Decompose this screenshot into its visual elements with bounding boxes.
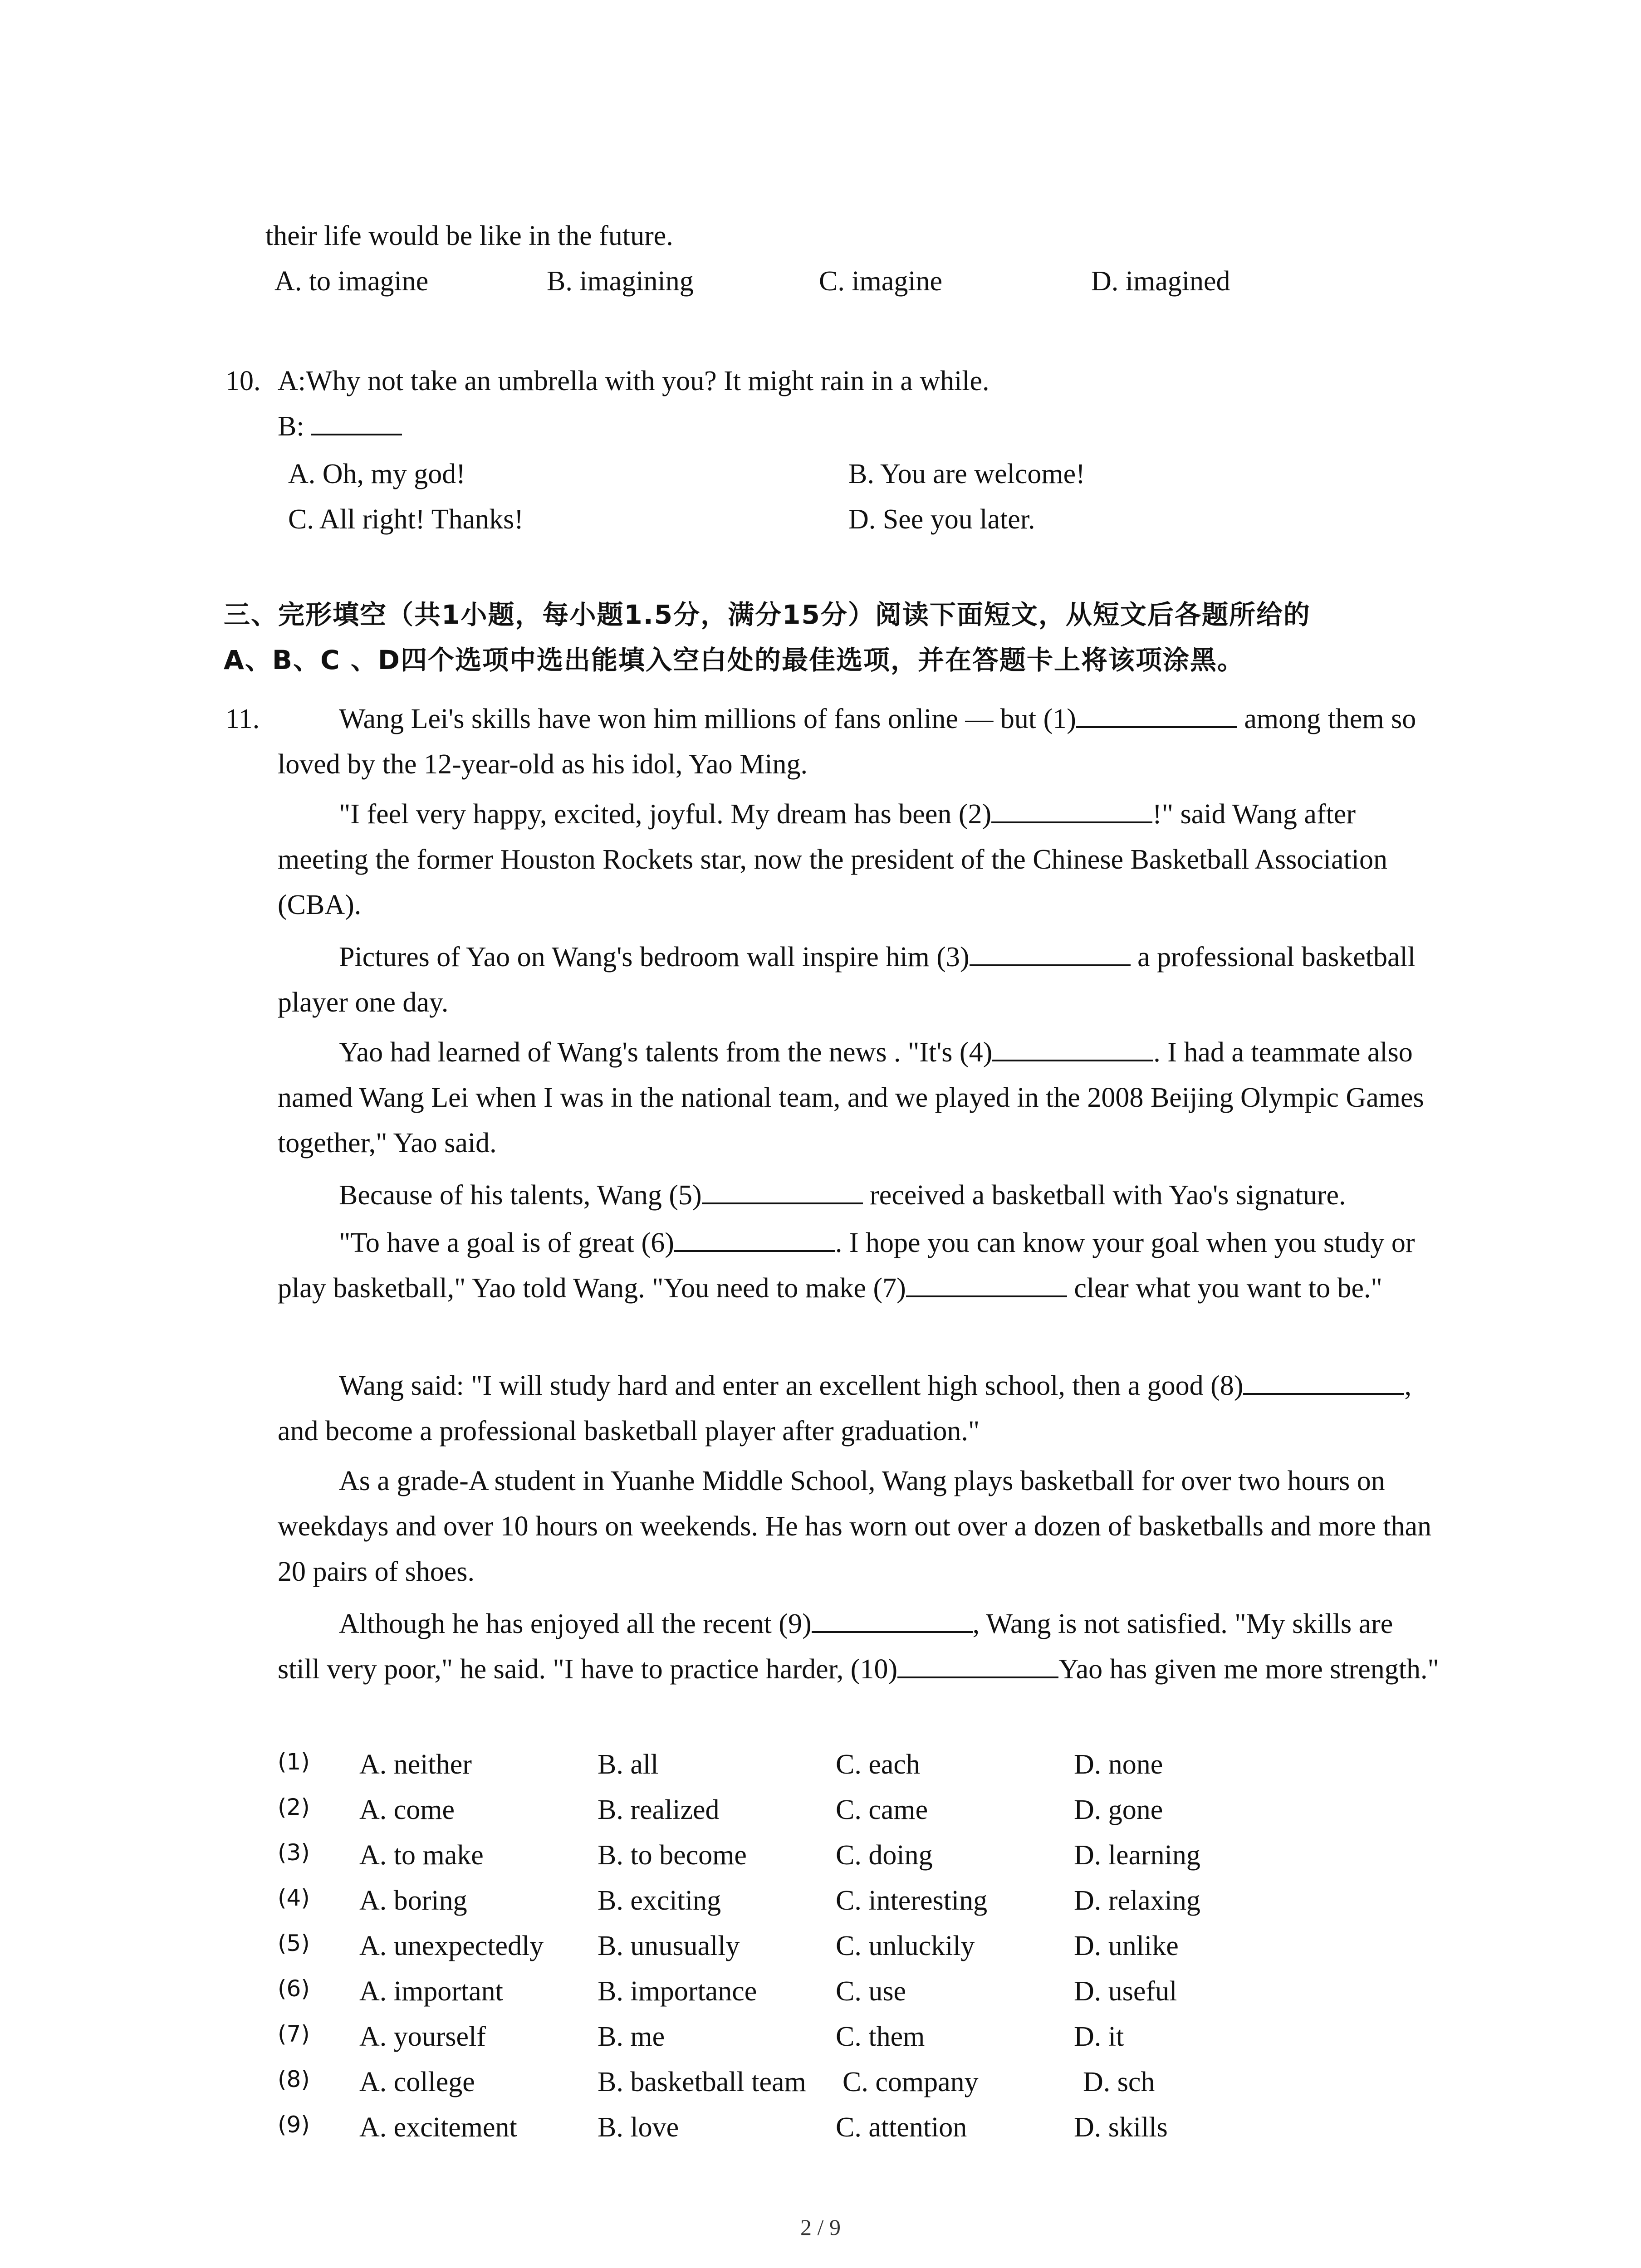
q10-speaker-b: B: xyxy=(278,411,304,442)
choice-d: D. sch xyxy=(1083,2067,1155,2097)
blank-4 xyxy=(992,1032,1153,1061)
q11-paragraph-6 xyxy=(278,1220,1439,1311)
choice-number: (1) xyxy=(278,1749,310,1775)
choice-b: B. love xyxy=(598,2112,679,2143)
q11-p3-text-b: a professional basketball player one day. xyxy=(278,942,1416,1018)
q11-p5-text-a: Because of his talents, Wang (5) xyxy=(339,1180,702,1211)
choice-number: (8) xyxy=(278,2066,310,2092)
q11-p2-text-b: !" said Wang after meeting the former Houston Rockets star, now the president of the Chinese Basketball Association (CBA). xyxy=(278,799,1388,920)
choice-b: B. exciting xyxy=(598,1885,721,1916)
q11-p1-text-b: among them so loved by the 12-year-old as his idol, Yao Ming. xyxy=(278,704,1416,780)
choice-a: A. college xyxy=(359,2067,475,2097)
q10-option-d: D. See you later. xyxy=(848,504,1035,535)
blank-1 xyxy=(1076,699,1237,728)
choice-d: D. gone xyxy=(1074,1794,1163,1825)
choice-number: (2) xyxy=(278,1794,310,1820)
choice-a: A. neither xyxy=(359,1749,472,1780)
blank-8 xyxy=(1243,1366,1404,1395)
choice-number: (4) xyxy=(278,1885,310,1911)
q9-stem-tail: their life would be like in the future. xyxy=(265,220,673,251)
blank-6 xyxy=(674,1223,835,1252)
choice-d: D. none xyxy=(1074,1749,1163,1780)
q10-option-c: C. All right! Thanks! xyxy=(288,504,524,535)
blank-7 xyxy=(906,1268,1067,1297)
q11-p4-text-b: . I had a teammate also named Wang Lei when I was in the national team, and we played in the 2008 Beijing Olympic Games together," Yao said. xyxy=(278,1037,1424,1158)
choice-a: A. excitement xyxy=(359,2112,517,2143)
q11-p6-text-c: clear what you want to be." xyxy=(1067,1273,1382,1304)
choice-c: C. use xyxy=(836,1976,906,2007)
choice-c: C. each xyxy=(836,1749,920,1780)
q10-number: 10. xyxy=(225,366,261,396)
q9-option-c: C. imagine xyxy=(819,266,943,297)
choice-b: B. unusually xyxy=(598,1931,740,1961)
blank-2 xyxy=(991,794,1152,823)
q11-paragraph-1 xyxy=(278,696,1439,787)
q11-paragraph-7 xyxy=(278,1363,1439,1454)
q11-p6-text-b: . I hope you can know your goal when you study or play basketball," Yao told Wang. "You need to make (7) xyxy=(278,1227,1415,1304)
section3-heading-line2: A、B、C 、D四个选项中选出能填入空白处的最佳选项，并在答题卡上将该项涂黑。 xyxy=(224,645,1245,675)
choice-d: D. unlike xyxy=(1074,1931,1179,1961)
choice-b: B. basketball team xyxy=(598,2067,806,2097)
choice-d: D. useful xyxy=(1074,1976,1177,2007)
page-number: 2 / 9 xyxy=(800,2214,841,2240)
choice-a: A. important xyxy=(359,1976,503,2007)
q11-p5-text-b: received a basketball with Yao's signature. xyxy=(862,1180,1346,1211)
choice-c: C. doing xyxy=(836,1840,933,1871)
choice-a: A. come xyxy=(359,1794,455,1825)
q11-paragraph-8: As a grade-A student in Yuanhe Middle School, Wang plays basketball for over two hours on weekdays and over 10 hours on weekends. He has worn out over a dozen of basketballs and more than 20 pairs of shoes. xyxy=(278,1466,1431,1587)
q11-paragraph-9 xyxy=(278,1601,1439,1692)
q11-p1-text-a: Wang Lei's skills have won him millions of fans online — but (1) xyxy=(339,704,1076,734)
choice-c: C. them xyxy=(836,2021,925,2052)
q11-p9-text-c: Yao has given me more strength." xyxy=(1058,1654,1439,1685)
choice-b: B. importance xyxy=(598,1976,757,2007)
choice-c: C. company xyxy=(843,2067,979,2097)
q10-line-b xyxy=(278,404,402,449)
choice-b: B. all xyxy=(598,1749,659,1780)
choice-number: (5) xyxy=(278,1930,310,1956)
choice-b: B. realized xyxy=(598,1794,720,1825)
choice-number: (3) xyxy=(278,1839,310,1866)
q9-option-a: A. to imagine xyxy=(274,266,429,297)
q11-p7-text-b: , and become a professional basketball player after graduation." xyxy=(278,1370,1411,1447)
blank-3 xyxy=(970,937,1131,966)
choice-d: D. it xyxy=(1074,2021,1124,2052)
q11-paragraph-2 xyxy=(278,792,1439,928)
choice-d: D. learning xyxy=(1074,1840,1200,1871)
q9-option-b: B. imagining xyxy=(547,266,694,297)
q11-paragraph-4 xyxy=(278,1030,1439,1166)
q10-option-a: A. Oh, my god! xyxy=(288,459,465,489)
section3-heading-line1: 三、完形填空（共1小题，每小题1.5分，满分15分）阅读下面短文，从短文后各题所给的 xyxy=(224,599,1311,630)
blank-10 xyxy=(897,1649,1058,1678)
choice-a: A. unexpectedly xyxy=(359,1931,544,1961)
choice-a: A. boring xyxy=(359,1885,467,1916)
q9-option-d: D. imagined xyxy=(1091,266,1230,297)
choice-a: A. to make xyxy=(359,1840,484,1871)
q11-p4-text-a: Yao had learned of Wang's talents from the news . "It's (4) xyxy=(339,1037,993,1068)
choice-b: B. me xyxy=(598,2021,665,2052)
choice-number: (6) xyxy=(278,1975,310,2002)
q11-p9-text-a: Although he has enjoyed all the recent (9) xyxy=(339,1608,812,1639)
choice-d: D. skills xyxy=(1074,2112,1168,2143)
choice-a: A. yourself xyxy=(359,2021,486,2052)
q11-paragraph-5 xyxy=(278,1173,1439,1218)
q11-p9-text-b: , Wang is not satisfied. "My skills are still very poor," he said. "I have to practice harder, (10) xyxy=(278,1608,1393,1685)
blank-9 xyxy=(812,1604,973,1633)
choice-b: B. to become xyxy=(598,1840,747,1871)
choice-c: C. attention xyxy=(836,2112,967,2143)
choice-c: C. unluckily xyxy=(836,1931,975,1961)
choice-d: D. relaxing xyxy=(1074,1885,1200,1916)
q11-p2-text-a: "I feel very happy, excited, joyful. My dream has been (2) xyxy=(339,799,992,830)
q11-number: 11. xyxy=(225,704,260,734)
choice-c: C. came xyxy=(836,1794,928,1825)
choice-number: (9) xyxy=(278,2112,310,2138)
choice-number: (7) xyxy=(278,2021,310,2047)
q11-p3-text-a: Pictures of Yao on Wang's bedroom wall inspire him (3) xyxy=(339,942,970,973)
blank-5 xyxy=(702,1175,863,1204)
q11-p6-text-a: "To have a goal is of great (6) xyxy=(339,1227,674,1258)
q10-answer-blank xyxy=(311,406,402,435)
choice-c: C. interesting xyxy=(836,1885,988,1916)
q10-option-b: B. You are welcome! xyxy=(848,459,1085,489)
q11-paragraph-3 xyxy=(278,934,1439,1025)
q11-p7-text-a: Wang said: "I will study hard and enter an excellent high school, then a good (8) xyxy=(339,1370,1244,1401)
q10-line-a: A:Why not take an umbrella with you? It might rain in a while. xyxy=(278,366,989,396)
